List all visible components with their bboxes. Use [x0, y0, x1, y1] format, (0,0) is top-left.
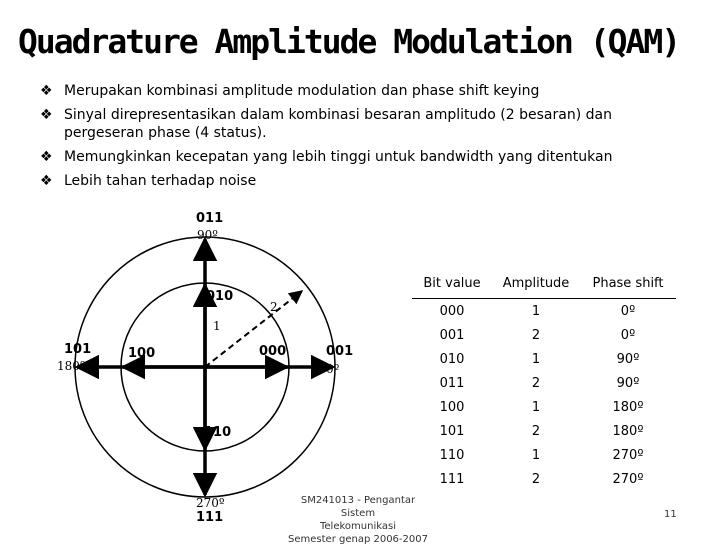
amplitude-cell: 2 — [531, 471, 541, 487]
bit-value-cell: 000 — [439, 303, 465, 319]
slide-title: Quadrature Amplitude Modulation (QAM) — [18, 22, 680, 61]
phase-shift-cell: 0º — [620, 327, 636, 343]
label-000: 000 — [259, 344, 287, 359]
label-001: 001 — [326, 344, 354, 359]
label-010: 010 — [206, 289, 234, 304]
footer-course: SM241013 - Pengantar Sistem — [300, 495, 416, 519]
label-111: 111 — [196, 510, 224, 525]
amplitude-cell: 2 — [531, 375, 541, 391]
bullet-text: Merupakan kombinasi amplitude modulation dan phase shift keying — [64, 83, 540, 99]
phase-shift-cell: 180º — [612, 423, 644, 439]
table-row — [412, 371, 676, 395]
amplitude-cell: 1 — [531, 447, 541, 463]
column-header: Phase shift — [580, 268, 676, 299]
table-row — [412, 443, 676, 467]
phase-shift-cell: 270º — [612, 447, 644, 463]
table-row — [412, 395, 676, 419]
amplitude-1-label: 1 — [213, 319, 221, 333]
phase-shift-cell: 90º — [616, 351, 640, 367]
bullet-text: Memungkinkan kecepatan yang lebih tinggi untuk bandwidth yang ditentukan — [64, 149, 613, 165]
table-header-row — [412, 268, 676, 299]
phase-shift-cell: 180º — [612, 399, 644, 415]
phase-shift-cell: 90º — [616, 375, 640, 391]
label-0-deg: 0º — [326, 362, 340, 376]
bit-value-cell: 011 — [439, 375, 465, 391]
bit-value-cell: 001 — [439, 327, 465, 343]
footer-semester: Semester genap 2006-2007 — [288, 534, 428, 545]
label-180-deg: 180º — [57, 359, 86, 373]
footer-course-continued: Telekomunikasi — [320, 521, 396, 532]
phase-shift-cell: 270º — [612, 471, 644, 487]
table-row — [412, 299, 676, 324]
diamond-bullet-icon: ❖ — [40, 149, 53, 165]
table-row — [412, 347, 676, 371]
column-header: Bit value — [412, 268, 492, 299]
qam-table — [412, 268, 676, 491]
amplitude-2-label: 2 — [270, 300, 278, 314]
bit-value-cell: 100 — [439, 399, 465, 415]
bit-value-cell: 111 — [439, 471, 465, 487]
table-row — [412, 467, 676, 491]
bullet-text: Sinyal direpresentasikan dalam kombinasi besaran amplitudo (2 besaran) dan pergeseran phase (4 status). — [64, 107, 612, 141]
amplitude-cell: 2 — [531, 327, 541, 343]
column-header: Amplitude — [492, 268, 580, 299]
amplitude-cell: 2 — [531, 423, 541, 439]
bullet-text: Lebih tahan terhadap noise — [64, 173, 257, 189]
table-row — [412, 419, 676, 443]
bit-value-cell: 101 — [439, 423, 465, 439]
diamond-bullet-icon: ❖ — [40, 107, 53, 123]
table-row — [412, 323, 676, 347]
label-90-deg: 90º — [197, 228, 218, 242]
phase-shift-cell: 0º — [620, 303, 636, 319]
diamond-bullet-icon: ❖ — [40, 83, 53, 99]
amplitude-cell: 1 — [531, 303, 541, 319]
page-number: 11 — [664, 509, 677, 520]
label-270-deg: 270º — [196, 496, 225, 510]
label-110: 110 — [204, 425, 232, 440]
label-011: 011 — [196, 211, 224, 226]
slide-footer — [283, 494, 433, 546]
bit-value-cell: 010 — [439, 351, 465, 367]
bit-value-cell: 110 — [439, 447, 465, 463]
label-100: 100 — [128, 346, 156, 361]
label-101: 101 — [64, 342, 92, 357]
amplitude-cell: 1 — [531, 351, 541, 367]
diamond-bullet-icon: ❖ — [40, 173, 53, 189]
amplitude-cell: 1 — [531, 399, 541, 415]
